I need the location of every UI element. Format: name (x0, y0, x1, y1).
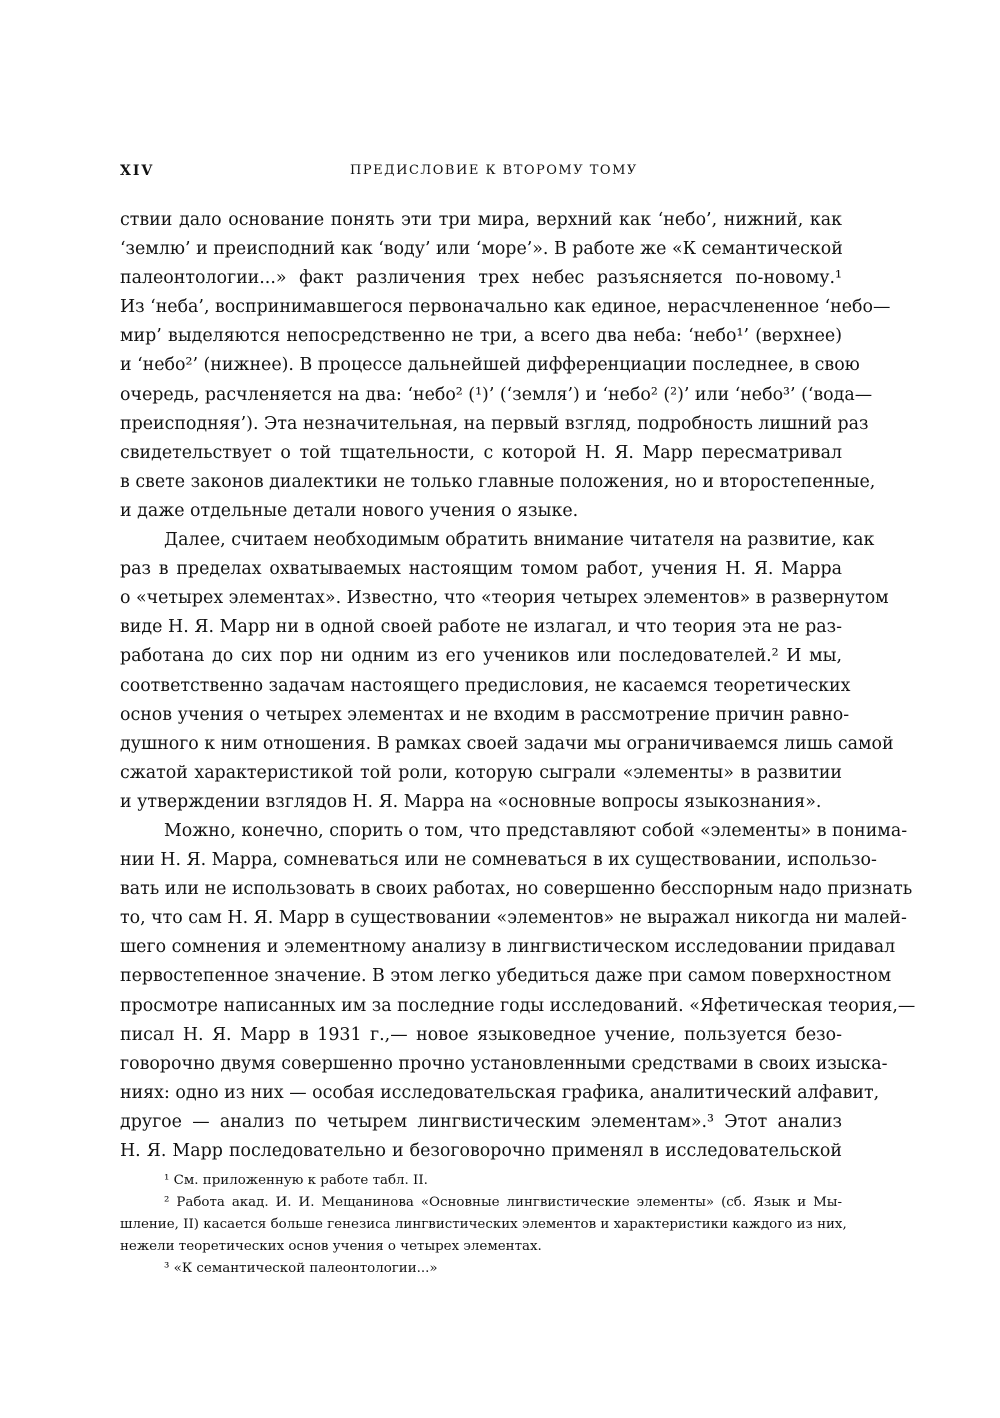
text-line: виде Н. Я. Марр ни в одной своей работе не излагал, и что теория эта не раз- (120, 617, 842, 638)
text-line: говорочно двумя совершенно прочно установленными средствами в своих изыска- (120, 1053, 888, 1074)
text-line: и ‘небо²’ (нижнее). В процессе дальнейшей дифференциации последнее, в свою (120, 355, 860, 376)
footnote-2-end: нежели теоретических основ учения о четырех элементах. (120, 1239, 542, 1254)
text-line: душного к ним отношения. В рамках своей задачи мы ограничиваемся лишь самой (120, 733, 894, 754)
text-line: и даже отдельные детали нового учения о языке. (120, 500, 579, 521)
body-text (120, 206, 916, 1166)
text-line: свидетельствует о той тщательности, с которой Н. Я. Марр пересматривал (120, 442, 842, 463)
text-line: основ учения о четырех элементах и не входим в рассмотрение причин равно- (120, 704, 850, 725)
text-line: и утверждении взглядов Н. Я. Марра на «основные вопросы языкознания». (120, 791, 822, 812)
paragraph-2 (120, 526, 894, 817)
text-line: другое — анализ по четырем лингвистическим элементам».³ Этот анализ (120, 1111, 842, 1132)
paragraph-3 (120, 817, 916, 1166)
text-line: преисподняя’). Эта незначительная, на первый взгляд, подробность лишний раз (120, 413, 869, 434)
footnote-1: ¹ См. приложенную к работе табл. II. (164, 1173, 428, 1188)
text-line: палеонтологии...» факт различения трех небес разъясняется по-новому.¹ (120, 268, 842, 289)
text-line: раз в пределах охватываемых настоящим томом работ, учения Н. Я. Марра (120, 559, 842, 580)
text-line: просмотре написанных им за последние годы исследований. «Яфетическая теория,— (120, 995, 916, 1016)
footnote-2: ² Работа акад. И. И. Мещанинова «Основные лингвистические элементы» (сб. Язык и Мы- (164, 1195, 842, 1210)
text-line: первостепенное значение. В этом легко убедиться даже при самом поверхностном (120, 966, 892, 987)
text-line: то, что сам Н. Я. Марр в существовании «элементов» не выражал никогда ни малей- (120, 908, 907, 929)
page-number: XIV (120, 163, 155, 179)
footnote-3: ³ «К семантической палеонтологии...» (164, 1261, 438, 1272)
footnotes (120, 1170, 847, 1272)
text-line: ствии дало основание понять эти три мира, верхний как ‘небо’, нижний, как (120, 210, 842, 230)
text-line: Н. Я. Марр последовательно и безоговорочно применял в исследовательской (120, 1141, 842, 1161)
text-line: писал Н. Я. Марр в 1931 г.,— новое языковедное учение, пользуется безо- (120, 1024, 842, 1045)
text-line: очередь, расчленяется на два: ‘небо² (¹)’ (‘земля’) и ‘небо² (²)’ или ‘небо³’ (‘вода— (120, 384, 873, 405)
text-line: о «четырех элементах». Известно, что «теория четырех элементов» в развернутом (120, 588, 889, 609)
running-head (120, 163, 840, 185)
text-line: Можно, конечно, спорить о том, что представляют собой «элементы» в понима- (164, 820, 908, 841)
running-title: ПРЕДИСЛОВИЕ К ВТОРОМУ ТОМУ (350, 163, 638, 178)
footnote-2-continued: шление, II) касается больше генезиса лингвистических элементов и характеристики каждого из них, (120, 1217, 847, 1232)
text-line: сжатой характеристикой той роли, которую сыграли «элементы» в развитии (120, 762, 842, 783)
text-line: в свете законов диалектики не только главные положения, но и второстепенные, (120, 471, 876, 492)
paragraph-1 (120, 206, 891, 526)
text-line: Далее, считаем необходимым обратить внимание читателя на развитие, как (164, 530, 875, 551)
text-line: вать или не использовать в своих работах, но совершенно бесспорным надо признать (120, 879, 913, 900)
text-line: Из ‘неба’, воспринимавшегося первоначально как единое, нерасчлененное ‘небо— (120, 297, 891, 318)
text-line: нии Н. Я. Марра, сомневаться или не сомневаться в их существовании, использо- (120, 850, 877, 871)
text-line: ниях: одно из них — особая исследовательская графика, аналитический алфавит, (120, 1082, 880, 1103)
text-line: соответственно задачам настоящего предисловия, не касаемся теоретических (120, 675, 851, 696)
text-line: мир’ выделяются непосредственно не три, а всего два неба: ‘небо¹’ (верхнее) (120, 326, 842, 347)
text-line: шего сомнения и элементному анализу в лингвистическом исследовании придавал (120, 937, 896, 958)
text-line: работана до сих пор ни одним из его учеников или последователей.² И мы, (120, 646, 842, 667)
text-line: ‘землю’ и преисподний как ‘воду’ или ‘море’». В работе же «К семантической (120, 239, 843, 260)
